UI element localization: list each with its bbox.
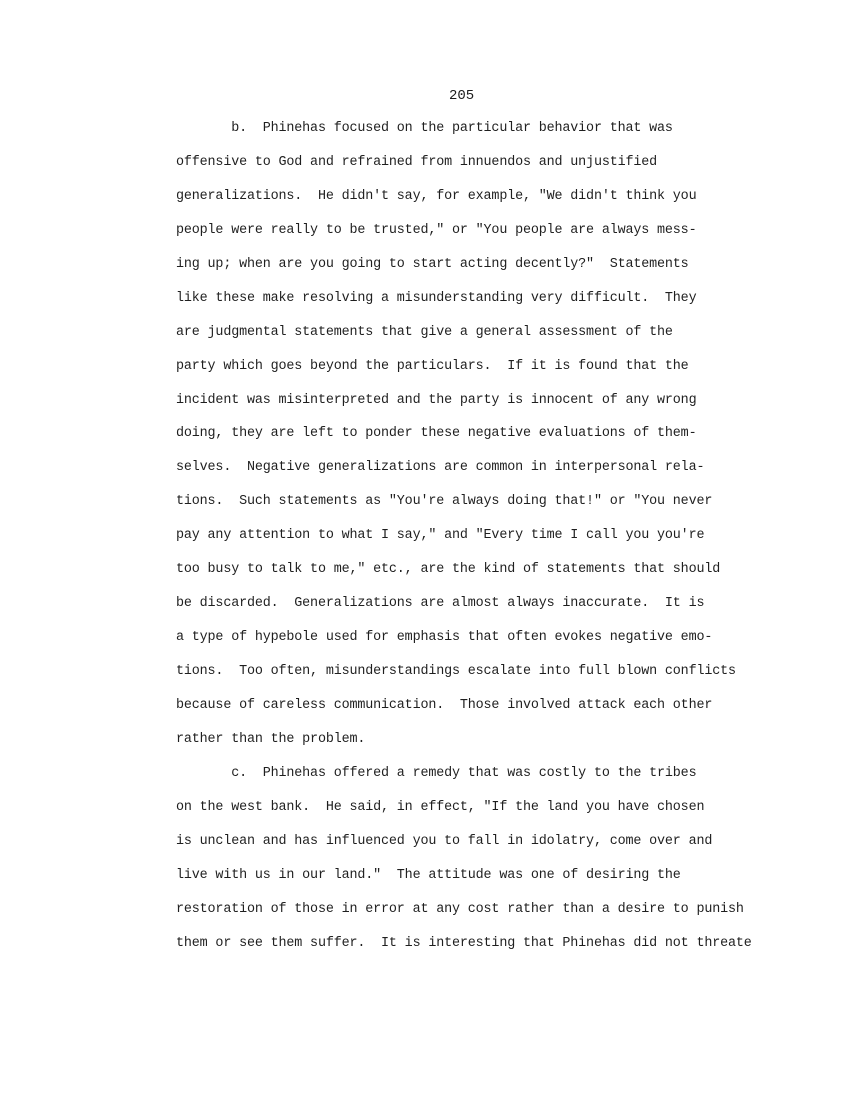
text-line: are judgmental statements that give a general assessment of the xyxy=(176,324,673,340)
text-line: party which goes beyond the particulars. If it is found that the xyxy=(176,358,689,374)
text-line: b. Phinehas focused on the particular behavior that was xyxy=(176,121,673,136)
text-line: tions. Too often, misunderstandings escalate into full blown conflicts xyxy=(176,664,736,679)
text-line: incident was misinterpreted and the party is innocent of any wrong xyxy=(176,392,697,408)
body-text xyxy=(176,119,752,967)
text-line: selves. Negative generalizations are common in interpersonal rela- xyxy=(176,460,705,476)
text-line: generalizations. He didn't say, for example, "We didn't think you xyxy=(176,188,697,204)
text-line: pay any attention to what I say," and "Every time I call you you're xyxy=(176,528,705,544)
text-line: because of careless communication. Those involved attack each other xyxy=(176,697,713,713)
text-line: like these make resolving a misunderstanding very difficult. They xyxy=(176,290,697,306)
text-line: be discarded. Generalizations are almost always inaccurate. It is xyxy=(176,596,705,612)
text-line: a type of hypebole used for emphasis that often evokes negative emo- xyxy=(176,630,713,646)
text-line: people were really to be trusted," or "You people are always mess- xyxy=(176,222,697,238)
text-line: on the west bank. He said, in effect, "If the land you have chosen xyxy=(176,799,705,815)
text-line: doing, they are left to ponder these negative evaluations of them- xyxy=(176,426,697,442)
page-number: 205 xyxy=(449,88,475,104)
text-line: them or see them suffer. It is interesting that Phinehas did not threate xyxy=(176,935,752,951)
text-line: offensive to God and refrained from innuendos and unjustified xyxy=(176,154,658,170)
text-line: c. Phinehas offered a remedy that was costly to the tribes xyxy=(176,765,697,781)
text-line: rather than the problem. xyxy=(176,731,366,747)
text-line: live with us in our land." The attitude was one of desiring the xyxy=(176,867,681,883)
text-line: restoration of those in error at any cost rather than a desire to punish xyxy=(176,901,744,917)
text-line: too busy to talk to me," etc., are the kind of statements that should xyxy=(176,562,721,578)
text-line: ing up; when are you going to start acting decently?" Statements xyxy=(176,256,689,272)
text-line: is unclean and has influenced you to fall in idolatry, come over and xyxy=(176,833,713,849)
text-line: tions. Such statements as "You're always doing that!" or "You never xyxy=(176,494,713,510)
